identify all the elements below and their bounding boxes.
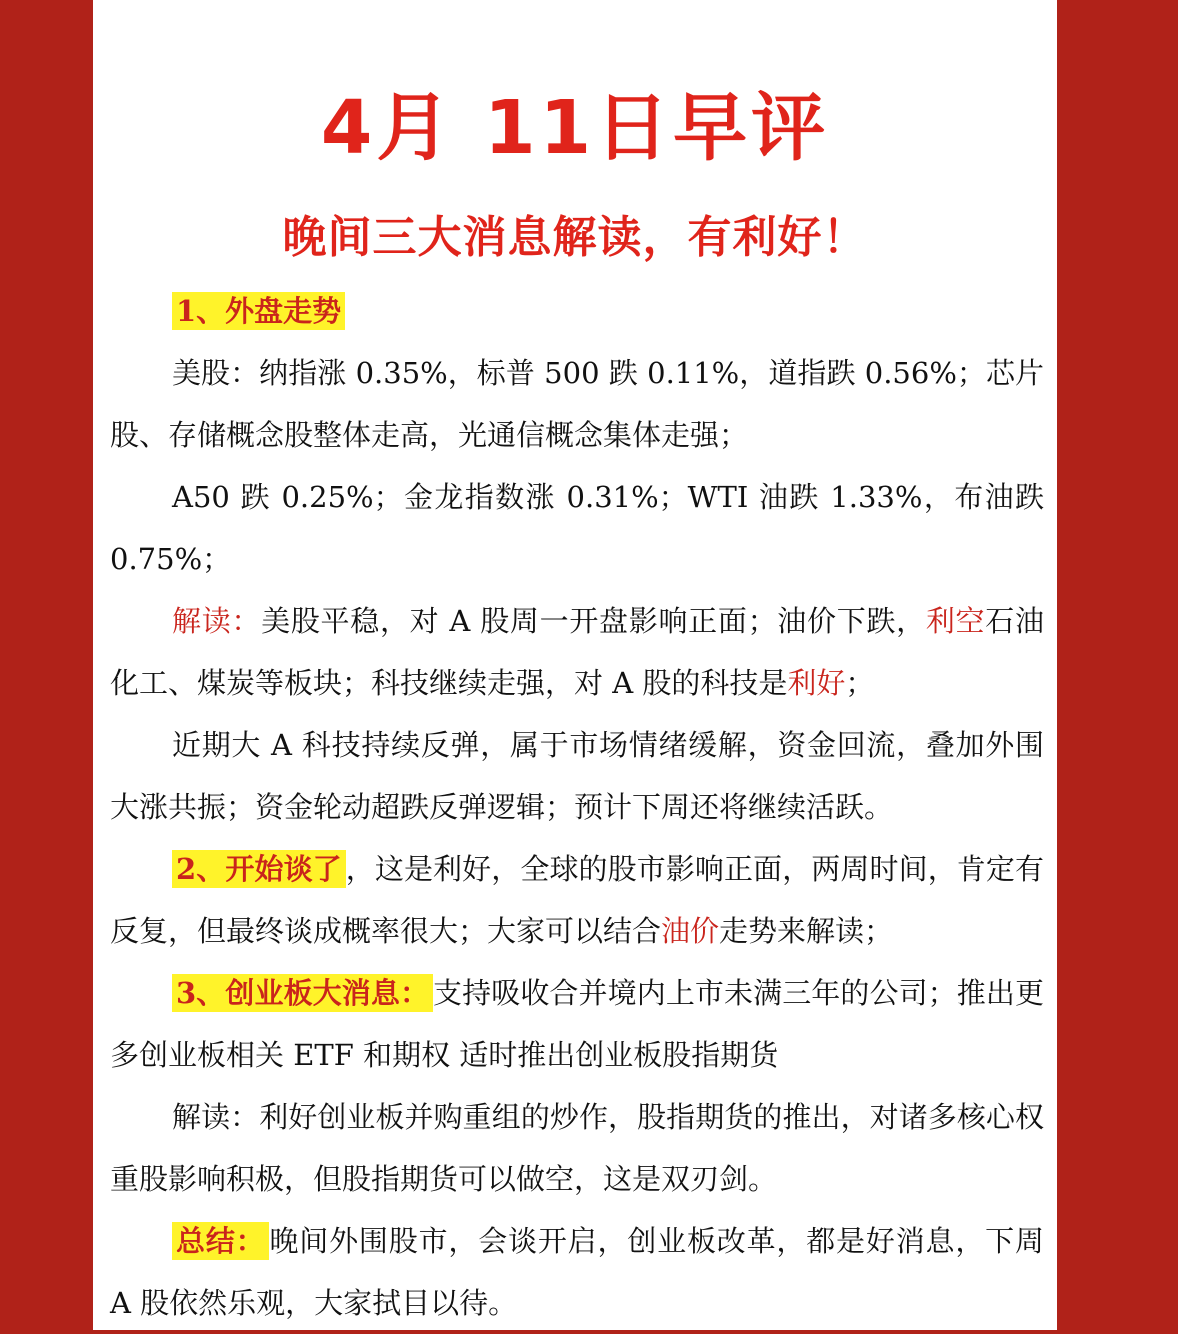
section1-interp-part3: ； bbox=[845, 666, 875, 700]
summary-paragraph bbox=[110, 1210, 1044, 1334]
article-page bbox=[93, 0, 1057, 1330]
section1-us-stocks: 美股：纳指涨 0.35%，标普 500 跌 0.11%，道指跌 0.56%；芯片股、存储概念股整体走高，光通信概念集体走强； bbox=[110, 356, 1044, 452]
section3-heading: 3、创业板大消息： bbox=[172, 974, 433, 1012]
section1-heading: 1、外盘走势 bbox=[172, 292, 345, 330]
section2-text-red: 油价 bbox=[661, 914, 720, 948]
section2-paragraph bbox=[110, 838, 1044, 962]
section3-paragraph bbox=[110, 962, 1044, 1086]
page-subtitle: 晚间三大消息解读，有利好！ bbox=[282, 212, 868, 263]
section1-interpretation bbox=[110, 590, 1044, 714]
section2-text-part1: ，这是利好，全球的股市影响正面，两周时间，肯定有反复，但最终谈成概率很大；大家可以结合 bbox=[110, 852, 1044, 948]
page-title: 4月 11日早评 bbox=[320, 85, 830, 171]
section2-heading: 2、开始谈了 bbox=[172, 850, 346, 888]
section3-interpretation: 解读：利好创业板并购重组的炒作，股指期货的推出，对诸多核心权重股影响积极，但股指期货可以做空，这是双刃剑。 bbox=[110, 1100, 1044, 1196]
section1-interp-red1: 利空 bbox=[925, 604, 986, 638]
section2-text-part2: 走势来解读； bbox=[719, 914, 894, 948]
section1-trend: 近期大 A 科技持续反弹，属于市场情绪缓解，资金回流，叠加外围大涨共振；资金轮动超跌反弹逻辑；预计下周还将继续活跃。 bbox=[110, 728, 1044, 824]
section1-interp-red2: 利好 bbox=[787, 666, 846, 700]
section1-interp-label: 解读： bbox=[172, 604, 262, 638]
section1-heading-line bbox=[110, 280, 1044, 342]
section1-interp-part1: 美股平稳，对 A 股周一开盘影响正面；油价下跌， bbox=[261, 604, 926, 638]
section1-a50: A50 跌 0.25%；金龙指数涨 0.31%；WTI 油跌 1.33%，布油跌 0.75%； bbox=[110, 480, 1044, 576]
section3-text: 支持吸收合并境内上市未满三年的公司；推出更多创业板相关 ETF 和期权 适时推出创业板股指期货 bbox=[110, 976, 1044, 1072]
summary-heading: 总结： bbox=[172, 1222, 269, 1260]
summary-text: 晚间外围股市，会谈开启，创业板改革，都是好消息，下周 A 股依然乐观，大家拭目以待。 bbox=[110, 1224, 1044, 1320]
article-body bbox=[110, 280, 1044, 1334]
section1-interp-part2: 石油化工、煤炭等板块；科技继续走强，对 A 股的科技是 bbox=[110, 604, 1044, 700]
